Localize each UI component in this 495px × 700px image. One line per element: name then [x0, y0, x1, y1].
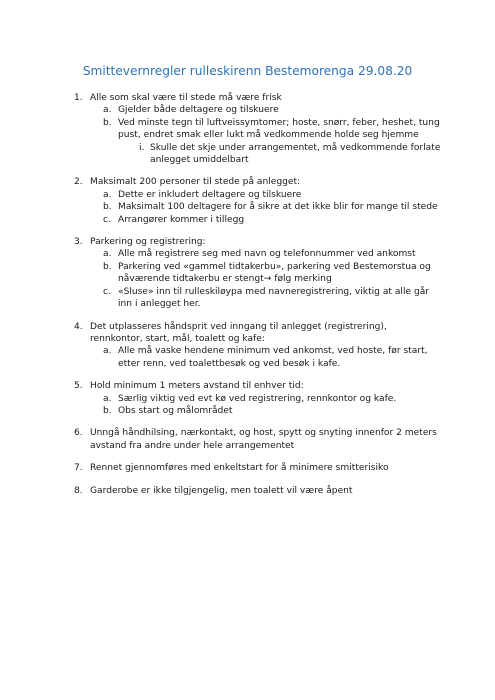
subrule-item: [0, 345, 495, 370]
rule-number: 7.: [74, 463, 83, 474]
subrule-text: Dette er inkludert deltagere og tilskuere: [118, 189, 302, 200]
subsubrule-text: Skulle det skje under arrangementet, må vedkommende forlate anlegget umiddelbart: [150, 142, 441, 166]
rule-text: Maksimalt 200 personer til stede på anlegget:: [90, 177, 301, 188]
subrule-letter: b.: [103, 261, 112, 272]
rule-text: Unngå håndhilsing, nærkontakt, og host, spytt og snyting innenfor 2 meters avstand fra andre under hele arrangementet: [90, 428, 437, 451]
rule-text: Det utplasseres håndsprit ved inngang til anlegget (registrering), rennkontor, start, mål, toalett og kafe:: [90, 321, 387, 344]
subrule-text: Arrangører kommer i tillegg: [118, 214, 245, 225]
subrule-letter: b.: [103, 117, 112, 128]
subrule-item: [0, 261, 495, 286]
subrule-item: [0, 286, 495, 311]
rule-item: [0, 236, 495, 310]
subrule-item: [0, 214, 495, 226]
subrule-text: Alle må registrere seg med navn og telefonnummer ved ankomst: [118, 249, 416, 260]
subrule-letter: a.: [103, 249, 112, 260]
rule-item: [0, 92, 495, 166]
subrule-text: Ved minste tegn til luftveissymtomer; hoste, snørr, feber, heshet, tung pust, endret smak eller lukt må vedkommende holde seg hjemme: [118, 117, 440, 141]
subrule-item: [0, 104, 495, 116]
rules-list: [0, 92, 495, 507]
subrule-item: [0, 189, 495, 201]
rule-item: [0, 176, 495, 226]
rule-item: [0, 485, 495, 497]
subrule-text: Obs start og målområdet: [118, 405, 233, 416]
subrule-text: Særlig viktig ved evt kø ved registrering, rennkontor og kafe.: [118, 393, 397, 404]
rule-item: [0, 321, 495, 371]
rule-number: 5.: [74, 381, 83, 392]
subrule-letter: a.: [103, 189, 112, 200]
rule-number: 1.: [74, 93, 83, 103]
subrule-text: «Sluse» inn til rulleskiløypa med navneregistrering, viktig at alle går inn i anlegget her.: [118, 286, 430, 310]
document-title: Smittevernregler rulleskirenn Bestemorenga 29.08.20: [82, 64, 413, 78]
subrule-item: [0, 405, 495, 417]
subrule-text: Maksimalt 100 deltagere for å sikre at det ikke blir for mange til stede: [118, 202, 438, 213]
subrule-item: [0, 248, 495, 260]
rule-number: 2.: [74, 177, 83, 188]
rule-number: 6.: [74, 428, 83, 439]
subrule-letter: c.: [103, 286, 111, 297]
subrule-letter: b.: [103, 405, 112, 416]
subrule-letter: b.: [103, 202, 112, 213]
subrule-letter: a.: [103, 105, 112, 116]
rule-text: Hold minimum 1 meters avstand til enhver tid:: [90, 381, 304, 392]
subrule-letter: c.: [103, 214, 111, 225]
rule-number: 3.: [74, 237, 83, 248]
subrule-item: [0, 393, 495, 405]
rule-item: [0, 462, 495, 474]
subrule-text: Gjelder både deltagere og tilskuere: [118, 105, 279, 116]
subsubrule-numeral: i.: [139, 142, 145, 153]
rule-text: Alle som skal være til stede må være frisk: [90, 93, 282, 103]
subrule-text: Alle må vaske hendene minimum ved ankomst, ved hoste, før start, etter renn, ved toalettbesøk og ved besøk i kafe.: [118, 346, 428, 369]
rule-text: Rennet gjennomføres med enkeltstart for å minimere smitterisiko: [90, 463, 389, 474]
rule-item: [0, 427, 495, 452]
rule-item: [0, 380, 495, 417]
subrule-letter: a.: [103, 346, 112, 357]
rule-number: 4.: [74, 321, 83, 332]
rule-text: Garderobe er ikke tilgjengelig, men toalett vil være åpent: [90, 485, 353, 496]
rule-text: Parkering og registrering:: [90, 237, 206, 248]
subrule-item: [0, 201, 495, 213]
subsubrule-item: [0, 142, 495, 167]
subrule-letter: a.: [103, 393, 112, 404]
subrule-text: Parkering ved «gammel tidtakerbu», parkering ved Bestemorstua og nåværende tidtakerbu er stengt→ følg merking: [118, 261, 431, 285]
rule-number: 8.: [74, 485, 83, 496]
subrule-item: [0, 117, 495, 167]
